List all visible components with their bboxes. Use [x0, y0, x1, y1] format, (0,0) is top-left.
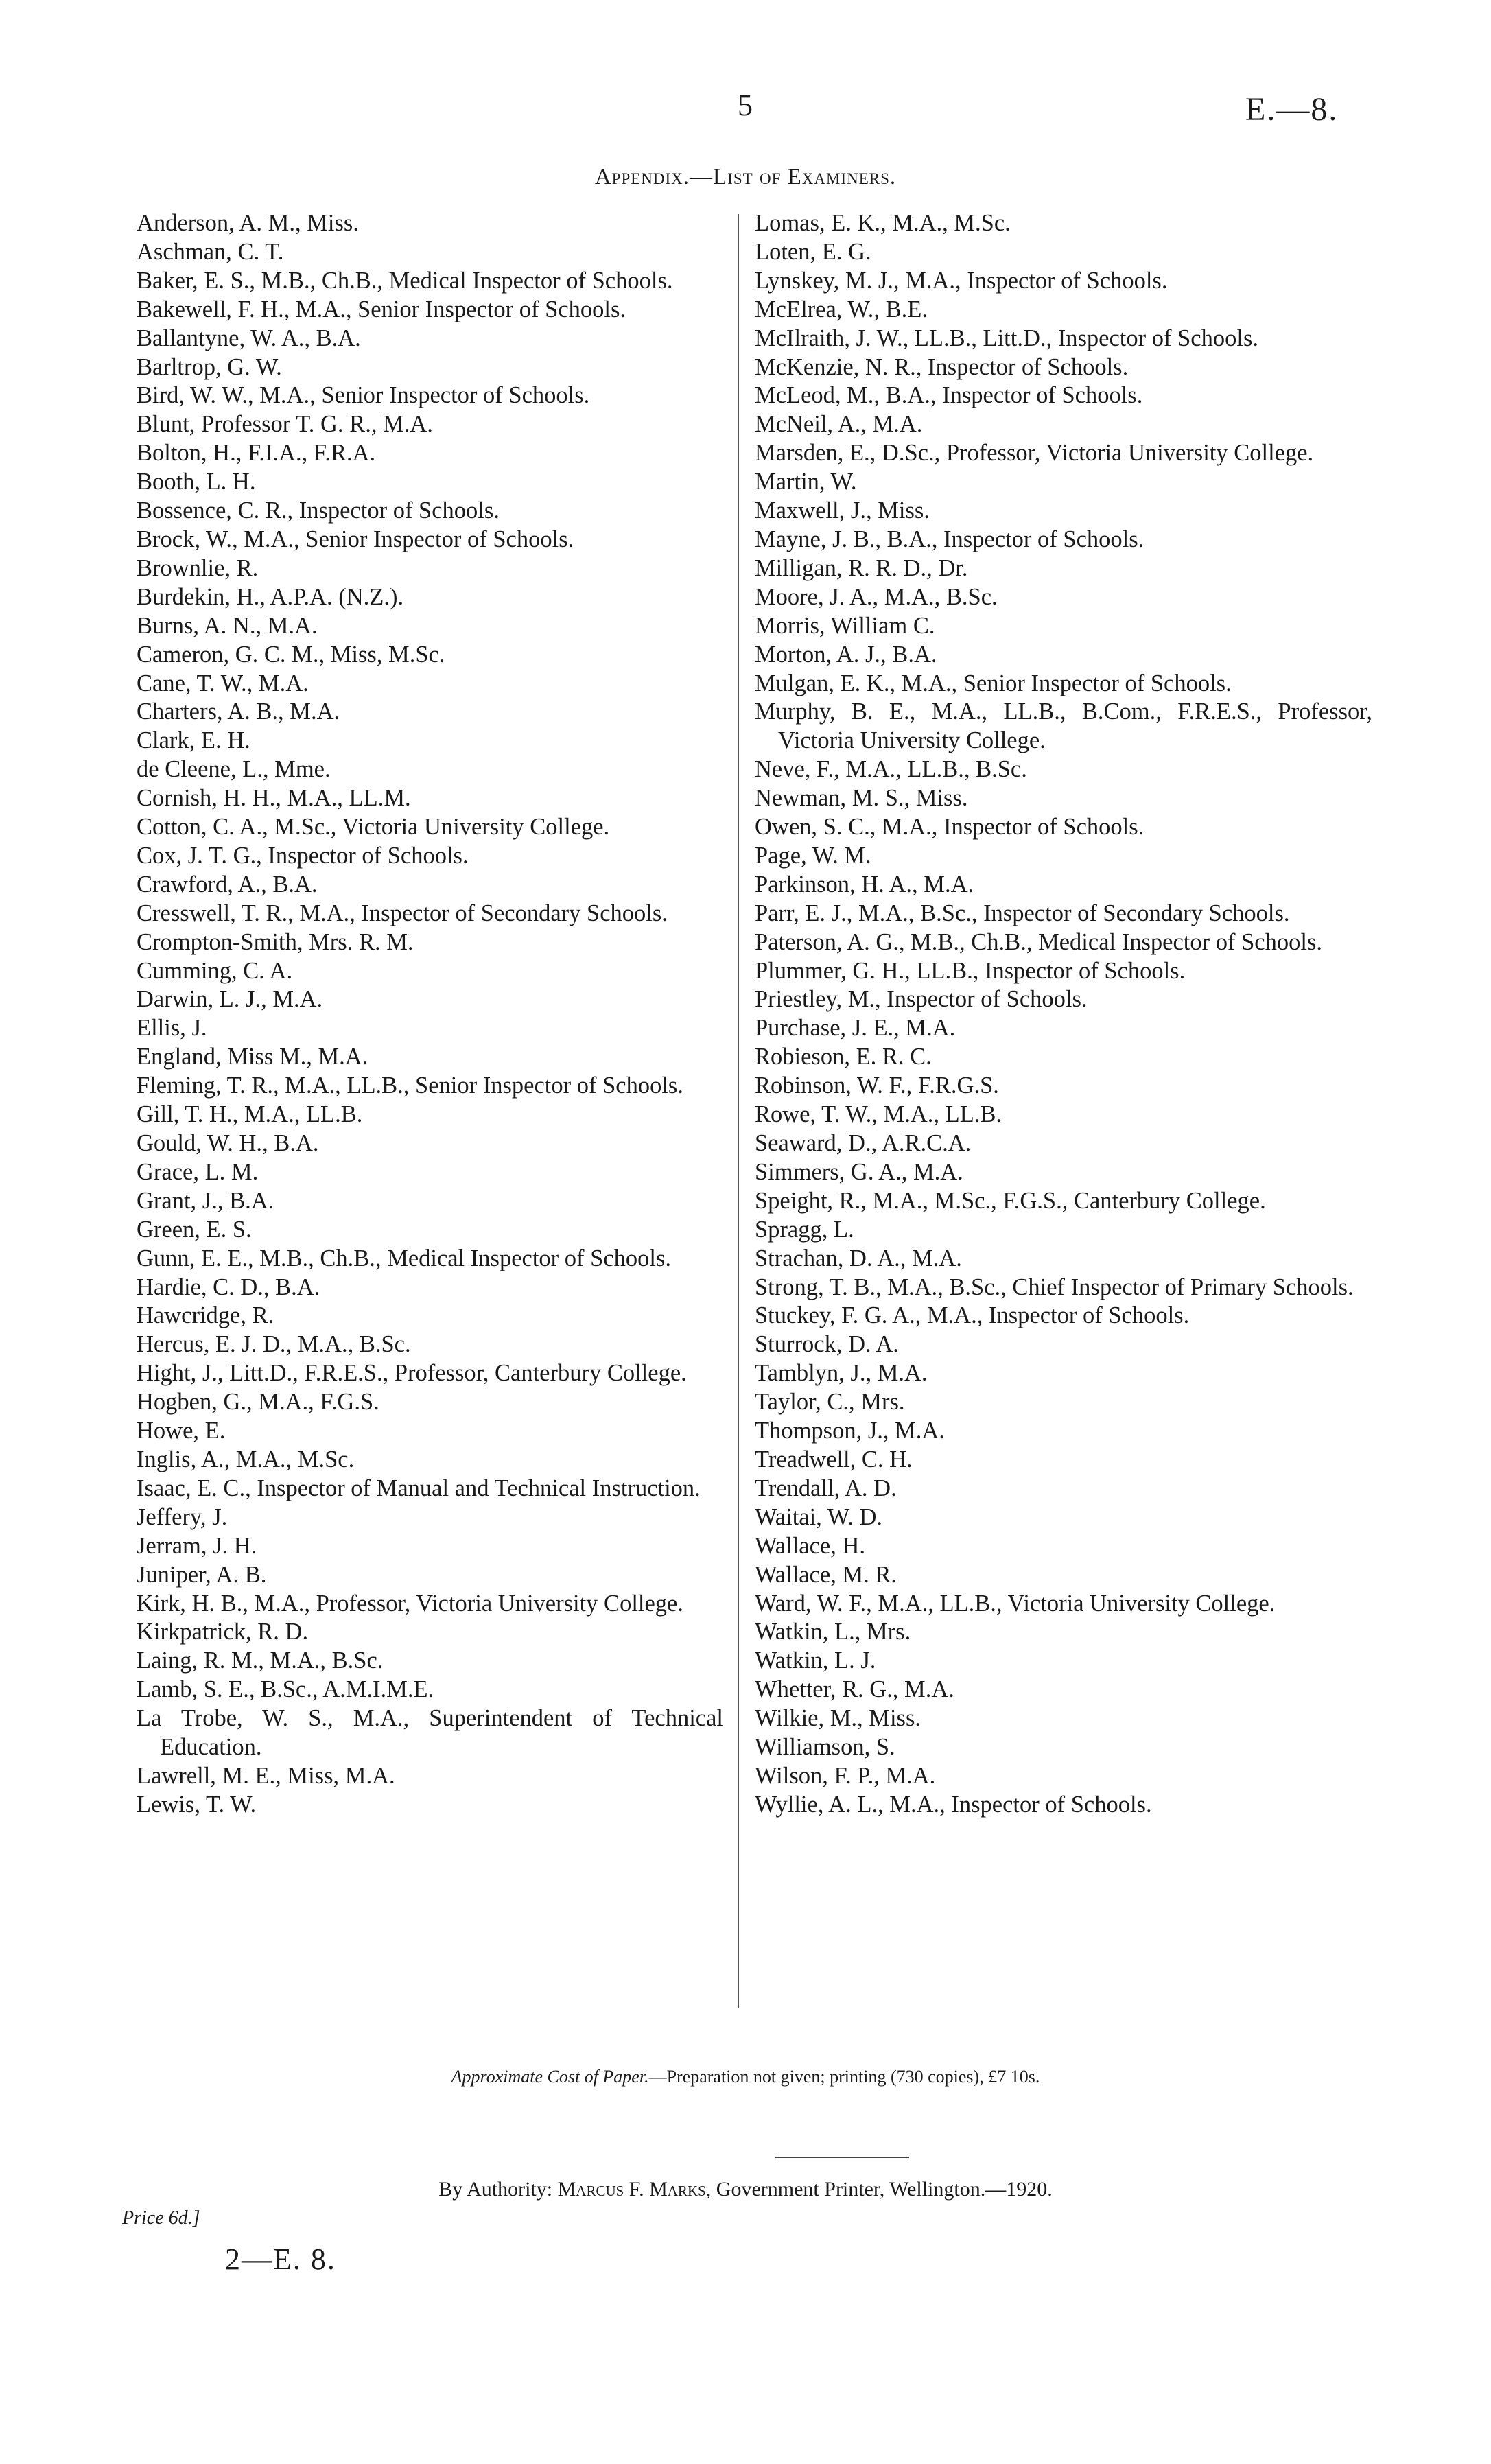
examiner-entry: Wallace, M. R. [755, 1561, 897, 1588]
examiner-entry: Lamb, S. E., B.Sc., A.M.I.M.E. [137, 1676, 434, 1703]
examiner-entry: de Cleene, L., Mme. [137, 756, 331, 783]
examiner-entry: Bossence, C. R., Inspector of Schools. [137, 497, 500, 524]
examiner-entry: Booth, L. H. [137, 469, 256, 495]
examiner-entry: Gill, T. H., M.A., LL.B. [137, 1101, 363, 1128]
examiner-entry: Cameron, G. C. M., Miss, M.Sc. [137, 641, 445, 668]
examiner-entry: Clark, E. H. [137, 727, 250, 754]
document-reference: E.—8. [1245, 91, 1339, 128]
examiner-entry: Watkin, L. J. [755, 1647, 876, 1674]
examiner-entry: Waitai, W. D. [755, 1503, 882, 1530]
cost-note-text: —Preparation not given; printing (730 copies), £7 10s. [648, 2067, 1040, 2087]
cost-note [0, 2065, 1491, 2089]
examiner-entry: Taylor, C., Mrs. [755, 1389, 905, 1416]
examiner-entry: Hardie, C. D., B.A. [137, 1274, 320, 1300]
examiner-entry: Lomas, E. K., M.A., M.Sc. [755, 210, 1011, 236]
examiner-entry: Crawford, A., B.A. [137, 871, 318, 897]
cost-note-label: Approximate Cost of Paper. [451, 2067, 649, 2087]
examiner-entry: Green, E. S. [137, 1216, 252, 1243]
examiner-entry: Speight, R., M.A., M.Sc., F.G.S., Canterbury College. [755, 1187, 1266, 1214]
examiner-entry: Hercus, E. J. D., M.A., B.Sc. [137, 1331, 411, 1358]
authority-suffix: Government Printer, Wellington.—1920. [716, 2178, 1053, 2201]
examiner-entry: Wilkie, M., Miss. [755, 1705, 921, 1732]
examiner-entry: Thompson, J., M.A. [755, 1418, 945, 1444]
examiner-entry: Mayne, J. B., B.A., Inspector of Schools. [755, 526, 1144, 552]
examiner-entry: Ballantyne, W. A., B.A. [137, 325, 361, 351]
examiner-entry: McLeod, M., B.A., Inspector of Schools. [755, 382, 1143, 409]
examiner-entry: Juniper, A. B. [137, 1561, 267, 1588]
examiner-entry: Wilson, F. P., M.A. [755, 1762, 936, 1789]
examiner-entry: Trendall, A. D. [755, 1475, 897, 1501]
examiner-entry: Blunt, Professor T. G. R., M.A. [137, 411, 433, 438]
examiner-entry: Brock, W., M.A., Senior Inspector of Schools. [137, 526, 574, 552]
examiner-entry: Paterson, A. G., M.B., Ch.B., Medical Inspector of Schools. [755, 928, 1322, 955]
examiner-entry: Aschman, C. T. [137, 238, 284, 265]
examiner-entry: Howe, E. [137, 1418, 226, 1444]
examiner-entry: Plummer, G. H., LL.B., Inspector of Schools. [755, 957, 1186, 984]
examiner-entry: Kirkpatrick, R. D. [137, 1619, 309, 1645]
examiner-entry: Loten, E. G. [755, 238, 871, 265]
examiner-entry: Strachan, D. A., M.A. [755, 1245, 962, 1271]
examiner-entry: Brownlie, R. [137, 554, 259, 581]
examiner-entry: Moore, J. A., M.A., B.Sc. [755, 583, 998, 610]
examiner-entry: Bird, W. W., M.A., Senior Inspector of Schools. [137, 382, 590, 409]
examiner-entry: Mulgan, E. K., M.A., Senior Inspector of Schools. [755, 670, 1232, 696]
column-divider [738, 214, 739, 2008]
examiner-entry: Darwin, L. J., M.A. [137, 986, 323, 1013]
examiner-entry: Robieson, E. R. C. [755, 1044, 932, 1070]
examiner-entry: Ward, W. F., M.A., LL.B., Victoria University College. [755, 1590, 1276, 1617]
examiner-entry: Isaac, E. C., Inspector of Manual and Technical Instruction. [137, 1475, 701, 1501]
footer-rule [775, 2157, 909, 2158]
footer-reference: 2—E. 8. [225, 2242, 336, 2276]
examiner-entry: Watkin, L., Mrs. [755, 1619, 911, 1645]
page-title [0, 163, 1491, 191]
examiner-entry: Cresswell, T. R., M.A., Inspector of Secondary Schools. [137, 900, 668, 926]
examiner-entry: La Trobe, W. S., M.A., Superintendent of Technical Education. [137, 1705, 723, 1761]
examiner-entry: Williamson, S. [755, 1734, 895, 1761]
examiner-entry: McNeil, A., M.A. [755, 411, 923, 438]
examiner-entry: Wyllie, A. L., M.A., Inspector of Schools. [755, 1791, 1152, 1818]
examiner-entry: Gunn, E. E., M.B., Ch.B., Medical Inspector of Schools. [137, 1245, 672, 1271]
examiner-entry: Spragg, L. [755, 1216, 854, 1243]
examiner-entry: Hawcridge, R. [137, 1302, 274, 1329]
printer-name: Marcus F. Marks, [557, 2178, 712, 2201]
examiner-entry: Laing, R. M., M.A., B.Sc. [137, 1647, 384, 1674]
examiner-entry: Marsden, E., D.Sc., Professor, Victoria University College. [755, 440, 1314, 467]
authority-prefix: By Authority: [438, 2178, 553, 2201]
examiner-entry: Murphy, B. E., M.A., LL.B., B.Com., F.R.E.S., Professor, Victoria University College. [755, 699, 1372, 754]
examiner-entry: Barltrop, G. W. [137, 353, 282, 380]
examiner-entry: Anderson, A. M., Miss. [137, 210, 359, 236]
examiner-entry: Parr, E. J., M.A., B.Sc., Inspector of Secondary Schools. [755, 900, 1290, 926]
examiner-entry: Rowe, T. W., M.A., LL.B. [755, 1101, 1002, 1128]
examiner-entry: Neve, F., M.A., LL.B., B.Sc. [755, 756, 1027, 783]
examiner-entry: Wallace, H. [755, 1532, 866, 1559]
examiner-entry: Hogben, G., M.A., F.G.S. [137, 1389, 379, 1416]
heading-prefix: Appendix. [594, 165, 690, 189]
examiner-entry: Strong, T. B., M.A., B.Sc., Chief Inspector of Primary Schools. [755, 1274, 1354, 1300]
examiner-entry: Hight, J., Litt.D., F.R.E.S., Professor, Canterbury College. [137, 1360, 687, 1387]
printer-authority [0, 2176, 1491, 2203]
examiner-entry: Grant, J., B.A. [137, 1187, 274, 1214]
examiner-entry: Whetter, R. G., M.A. [755, 1676, 954, 1703]
examiner-entry: Tamblyn, J., M.A. [755, 1360, 928, 1387]
examiner-entry: Ellis, J. [137, 1015, 207, 1042]
examiner-entry: Inglis, A., M.A., M.Sc. [137, 1446, 355, 1472]
examiner-entry: Maxwell, J., Miss. [755, 497, 930, 524]
examiner-entry: Lewis, T. W. [137, 1791, 257, 1818]
examiner-entry: Priestley, M., Inspector of Schools. [755, 986, 1088, 1013]
examiners-list-right [755, 209, 1372, 1820]
examiner-entry: Jeffery, J. [137, 1503, 228, 1530]
examiner-entry: McElrea, W., B.E. [755, 296, 928, 322]
examiner-entry: Seaward, D., A.R.C.A. [755, 1130, 972, 1156]
examiner-entry: McKenzie, N. R., Inspector of Schools. [755, 353, 1129, 380]
page-number: 5 [738, 89, 753, 122]
examiner-entry: McIlraith, J. W., LL.B., Litt.D., Inspector of Schools. [755, 325, 1259, 351]
examiner-entry: Burns, A. N., M.A. [137, 612, 318, 639]
examiner-entry: Fleming, T. R., M.A., LL.B., Senior Inspector of Schools. [137, 1072, 683, 1099]
heading-title: List of Examiners. [713, 165, 897, 189]
examiner-entry: Cox, J. T. G., Inspector of Schools. [137, 842, 469, 869]
examiner-entry: Cane, T. W., M.A. [137, 670, 309, 696]
examiner-entry: Crompton-Smith, Mrs. R. M. [137, 928, 414, 955]
examiner-entry: Treadwell, C. H. [755, 1446, 913, 1472]
examiner-entry: Kirk, H. B., M.A., Professor, Victoria University College. [137, 1590, 683, 1617]
examiner-entry: Owen, S. C., M.A., Inspector of Schools. [755, 814, 1144, 841]
examiner-entry: Bolton, H., F.I.A., F.R.A. [137, 440, 376, 467]
examiner-entry: Parkinson, H. A., M.A. [755, 871, 974, 897]
price: Price 6d.] [122, 2207, 200, 2229]
examiner-entry: Purchase, J. E., M.A. [755, 1015, 956, 1042]
examiner-entry: Grace, L. M. [137, 1158, 259, 1185]
examiner-entry: Robinson, W. F., F.R.G.S. [755, 1072, 999, 1099]
examiner-entry: Gould, W. H., B.A. [137, 1130, 319, 1156]
examiner-entry: Morton, A. J., B.A. [755, 641, 937, 668]
examiner-entry: Milligan, R. R. D., Dr. [755, 554, 968, 581]
examiner-entry: Cornish, H. H., M.A., LL.M. [137, 785, 411, 812]
examiner-entry: Simmers, G. A., M.A. [755, 1158, 963, 1185]
examiner-entry: Martin, W. [755, 469, 857, 495]
examiner-entry: Burdekin, H., A.P.A. (N.Z.). [137, 583, 404, 610]
examiner-entry: Cotton, C. A., M.Sc., Victoria University College. [137, 814, 610, 841]
examiner-entry: Jerram, J. H. [137, 1532, 257, 1559]
examiner-entry: Lawrell, M. E., Miss, M.A. [137, 1762, 395, 1789]
examiner-entry: Bakewell, F. H., M.A., Senior Inspector of Schools. [137, 296, 626, 322]
examiners-list-left [137, 209, 723, 1820]
examiner-entry: Sturrock, D. A. [755, 1331, 899, 1358]
examiner-entry: Baker, E. S., M.B., Ch.B., Medical Inspector of Schools. [137, 267, 673, 294]
examiner-entry: England, Miss M., M.A. [137, 1044, 368, 1070]
examiner-entry: Morris, William C. [755, 612, 935, 639]
examiner-entry: Lynskey, M. J., M.A., Inspector of Schools. [755, 267, 1168, 294]
examiner-entry: Charters, A. B., M.A. [137, 699, 340, 725]
examiner-entry: Cumming, C. A. [137, 957, 293, 984]
examiner-entry: Newman, M. S., Miss. [755, 785, 968, 812]
examiner-entry: Page, W. M. [755, 842, 871, 869]
examiner-entry: Stuckey, F. G. A., M.A., Inspector of Schools. [755, 1302, 1190, 1329]
heading-dash: — [690, 165, 714, 189]
